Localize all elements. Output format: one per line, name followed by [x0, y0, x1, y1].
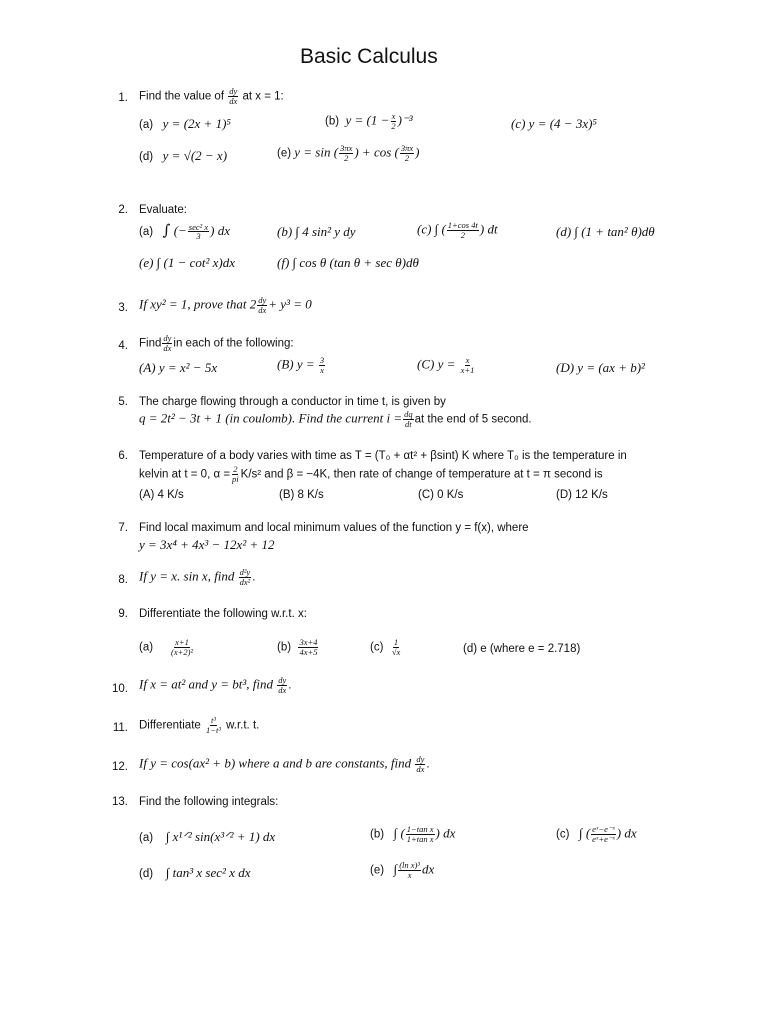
question-number: 1.	[118, 92, 128, 104]
q1-part-c: (c) y = (4 − 3x)⁵	[511, 116, 597, 131]
question-1-prompt: Find the value of $\frac{dy}{dx}$ at x = 1:	[139, 86, 284, 106]
question-number: 8.	[118, 574, 128, 586]
q1-part-a: (a) y = (2x + 1)⁵	[139, 116, 231, 131]
question-6-line-2: kelvin at t = 0, α = $\frac{2}{pi}$ K/s² and β = −4K, then rate of change of temperature at t = π second is	[139, 464, 603, 484]
q13-part-e: (e) ∫ $\frac{\text{(ln x)³}}{x}$ dx	[370, 860, 435, 880]
q4-part-b: (B) y = $\frac{3}{x}$	[277, 355, 325, 375]
question-10-prompt: If x = at² and y = bt³, find $\frac{dy}{dx}$ .	[139, 675, 292, 695]
question-12-prompt: If y = cos(ax² + b) where a and b are constants, find $\frac{dy}{dx}$ .	[139, 754, 430, 774]
question-number: 6.	[118, 450, 128, 462]
question-4-prompt: Find $\frac{dy}{dx}$ in each of the following:	[139, 333, 294, 353]
question-7-line-1: Find local maximum and local minimum values of the function y = f(x), where	[139, 522, 529, 534]
q9-part-a: (a) $\frac{x+1}{\text{(x+2)²}}$	[139, 637, 194, 657]
question-7-line-2: y = 3x⁴ + 4x³ − 12x² + 12	[139, 537, 275, 552]
q13-part-b: (b) ∫ ( $\frac{\text{1−tan x}}{\text{1+tan x}}$ ) dx	[370, 824, 456, 844]
question-6-line-1: Temperature of a body varies with time as T = (T₀ + αt² + βsint) K where T₀ is the temperature in	[139, 450, 627, 462]
q2-part-b: (b) ∫ 4 sin² y dy	[277, 224, 356, 239]
question-number: 3.	[118, 302, 128, 314]
q9-part-d: (d) e (where e = 2.718)	[463, 643, 581, 655]
question-number: 7.	[118, 522, 128, 534]
q2-part-c: (c) ∫ ( $\frac{1+\cos 4t}{2}$ ) dt	[417, 220, 498, 240]
q1-part-d: (d) y = √(2 − x)	[139, 148, 228, 163]
q13-part-c: (c) ∫ ( $\frac{\text{eˣ−e⁻ˣ}}{\text{eˣ+e⁻ˣ}}$ ) dx	[556, 824, 637, 844]
question-9-prompt: Differentiate the following w.r.t. x:	[139, 608, 307, 620]
q1-part-e: (e) y = sin ( $\frac{3\pi x}{2}$ ) + cos ( $\frac{3\pi x}{2}$ )	[277, 143, 420, 163]
q4-part-c: (C) y = $\frac{x}{x+1}$	[417, 355, 475, 375]
question-5-line-2: q = 2t² − 3t + 1 (in coulomb). Find the current i = $\frac{dq}{dt}$ at the end of 5 second.	[139, 409, 532, 429]
q2-part-a: (a) ∫ (− $\frac{\text{sec² x}}{3}$ ) dx	[139, 221, 230, 242]
q13-part-d: (d) ∫ tan³ x sec² x dx	[139, 865, 251, 880]
fraction: $\frac{dy}{dx}$	[229, 86, 238, 106]
question-3-prompt: If xy² = 1, prove that 2 $\frac{dy}{dx}$ + y³ = 0	[139, 295, 312, 315]
page-title: Basic Calculus	[300, 45, 438, 68]
question-number: 12.	[112, 761, 128, 773]
question-number: 13.	[112, 796, 128, 808]
q2-part-f: (f) ∫ cos θ (tan θ + sec θ)dθ	[277, 255, 419, 270]
q4-part-d: (D) y = (ax + b)²	[556, 360, 645, 375]
q1-part-b: (b) y = (1 − $\frac{x}{2}$ )⁻³	[325, 111, 413, 131]
question-number: 2.	[118, 204, 128, 216]
q6-option-d: (D) 12 K/s	[556, 489, 608, 501]
question-number: 11.	[112, 722, 128, 734]
question-11-prompt: Differentiate $\frac{\text{t³}}{\text{1−t³}}$ w.r.t. t.	[139, 715, 260, 735]
q2-part-d: (d) ∫ (1 + tan² θ)dθ	[556, 224, 655, 239]
question-2-prompt: Evaluate:	[139, 204, 187, 216]
question-number: 4.	[118, 340, 128, 352]
q6-option-b: (B) 8 K/s	[279, 489, 324, 501]
question-13-prompt: Find the following integrals:	[139, 796, 279, 808]
q4-part-a: (A) y = x² − 5x	[139, 360, 218, 375]
q6-option-a: (A) 4 K/s	[139, 489, 184, 501]
question-number: 10.	[112, 683, 128, 695]
question-number: 5.	[118, 396, 128, 408]
q9-part-c: (c) $\frac{1}{√x}$	[370, 637, 401, 657]
q9-part-b: (b) $\frac{3x+4}{4x+5}$	[277, 637, 318, 657]
question-5-line-1: The charge flowing through a conductor in time t, is given by	[139, 396, 446, 408]
question-8-prompt: If y = x. sin x, find $\frac{\text{d²y}}{\text{dx²}}$ .	[139, 567, 256, 587]
question-number: 9.	[118, 608, 128, 620]
q13-part-a: (a) ∫ x¹ᐟ² sin(x³ᐟ² + 1) dx	[139, 829, 276, 844]
q6-option-c: (C) 0 K/s	[418, 489, 464, 501]
q2-part-e: (e) ∫ (1 − cot² x)dx	[139, 255, 235, 270]
